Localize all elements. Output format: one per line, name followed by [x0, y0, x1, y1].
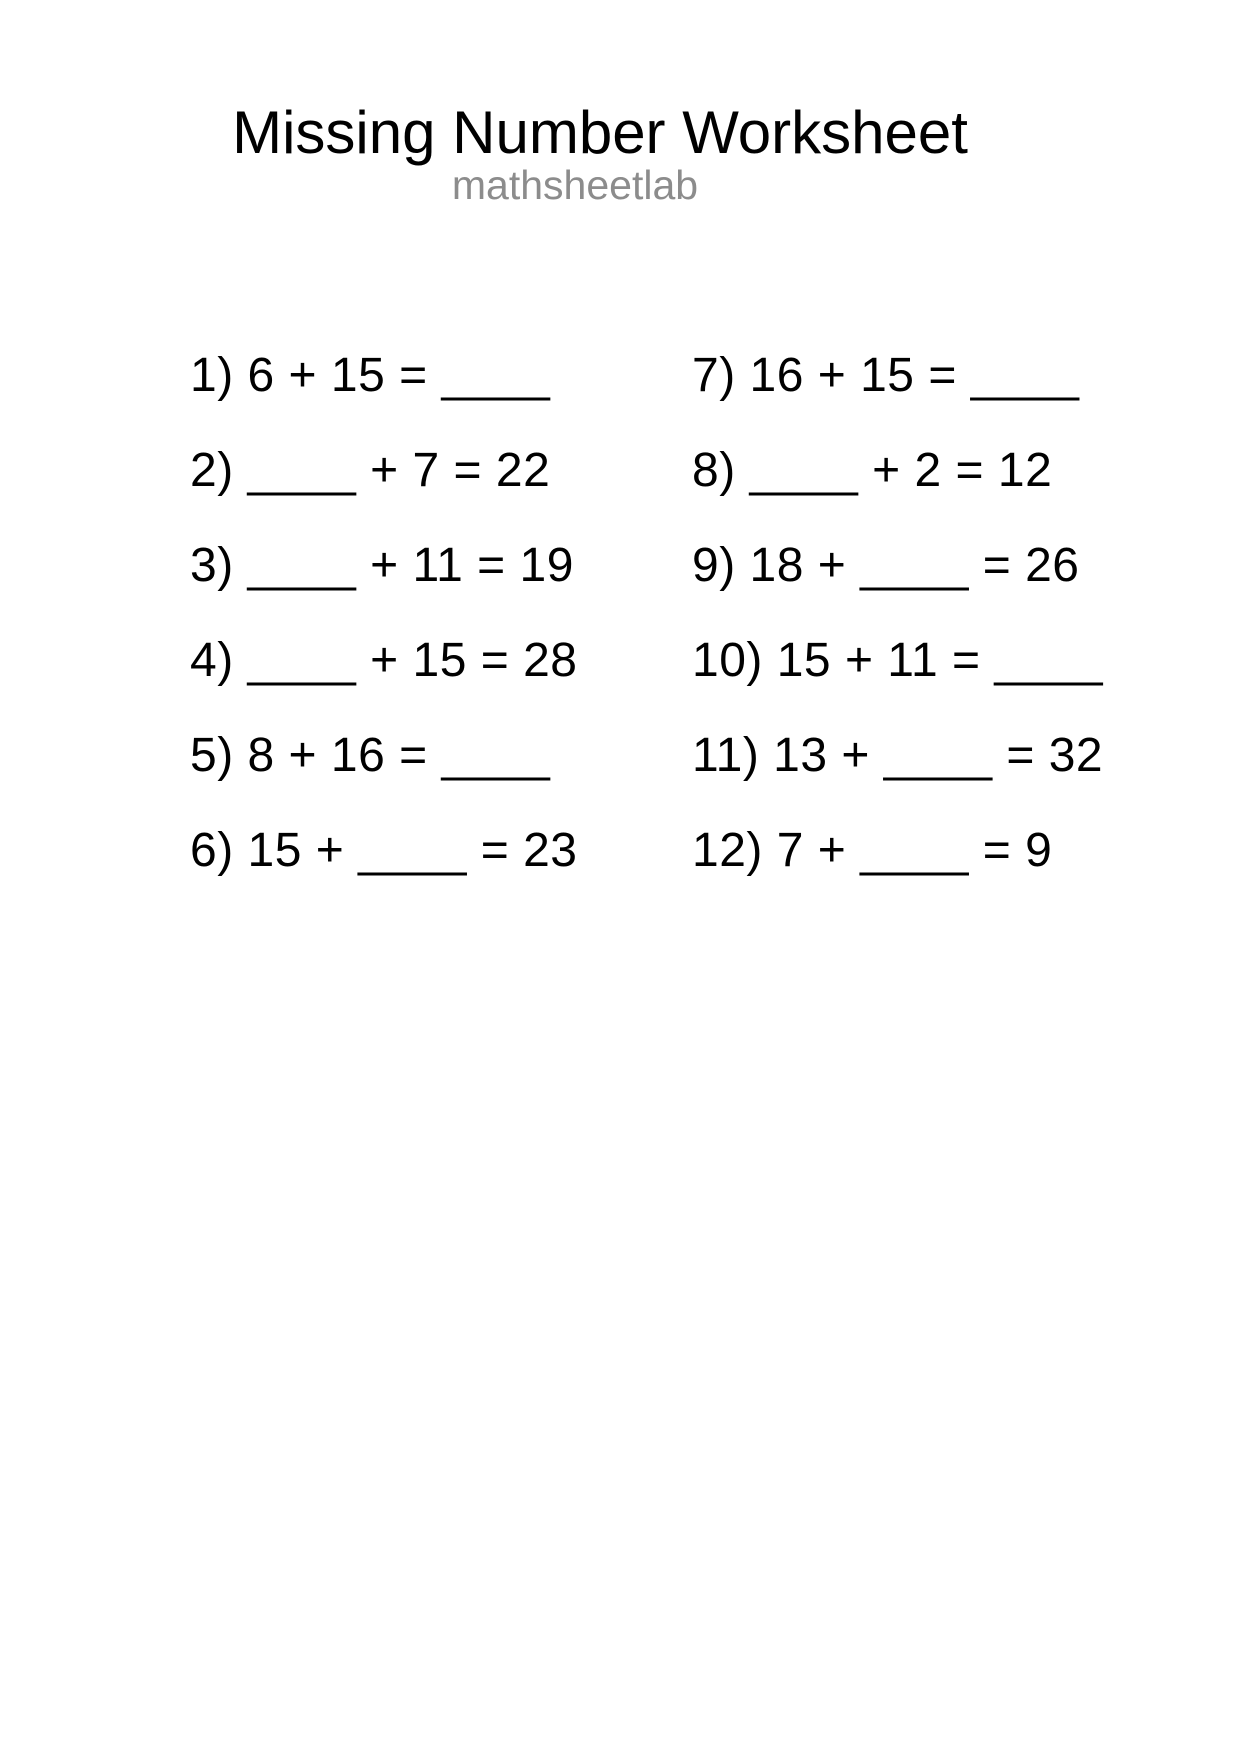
problem-item-5: 5) 8 + 16 = ____: [190, 729, 551, 782]
worksheet-title: Missing Number Worksheet: [232, 99, 968, 166]
problems-grid: [0, 328, 1240, 898]
problems-column-right: [692, 328, 1240, 898]
problem-item-11: 11) 13 + ____ = 32: [692, 729, 1104, 782]
problem-item-8: 8) ____ + 2 = 12: [692, 444, 1053, 497]
problem-item-4: 4) ____ + 15 = 28: [190, 634, 578, 687]
problem-item-9: 9) 18 + ____ = 26: [692, 539, 1080, 592]
problem-item-3: 3) ____ + 11 = 19: [190, 539, 574, 592]
worksheet-brand: mathsheetlab: [451, 162, 699, 208]
problems-column-left: [190, 328, 692, 898]
problem-item-2: 2) ____ + 7 = 22: [190, 444, 551, 497]
problem-item-7: 7) 16 + 15 = ____: [692, 349, 1080, 402]
problem-item-10: 10) 15 + 11 = ____: [692, 634, 1104, 687]
problem-item-6: 6) 15 + ____ = 23: [190, 824, 578, 877]
problem-item-12: 12) 7 + ____ = 9: [692, 824, 1053, 877]
problem-item-1: 1) 6 + 15 = ____: [190, 349, 551, 402]
